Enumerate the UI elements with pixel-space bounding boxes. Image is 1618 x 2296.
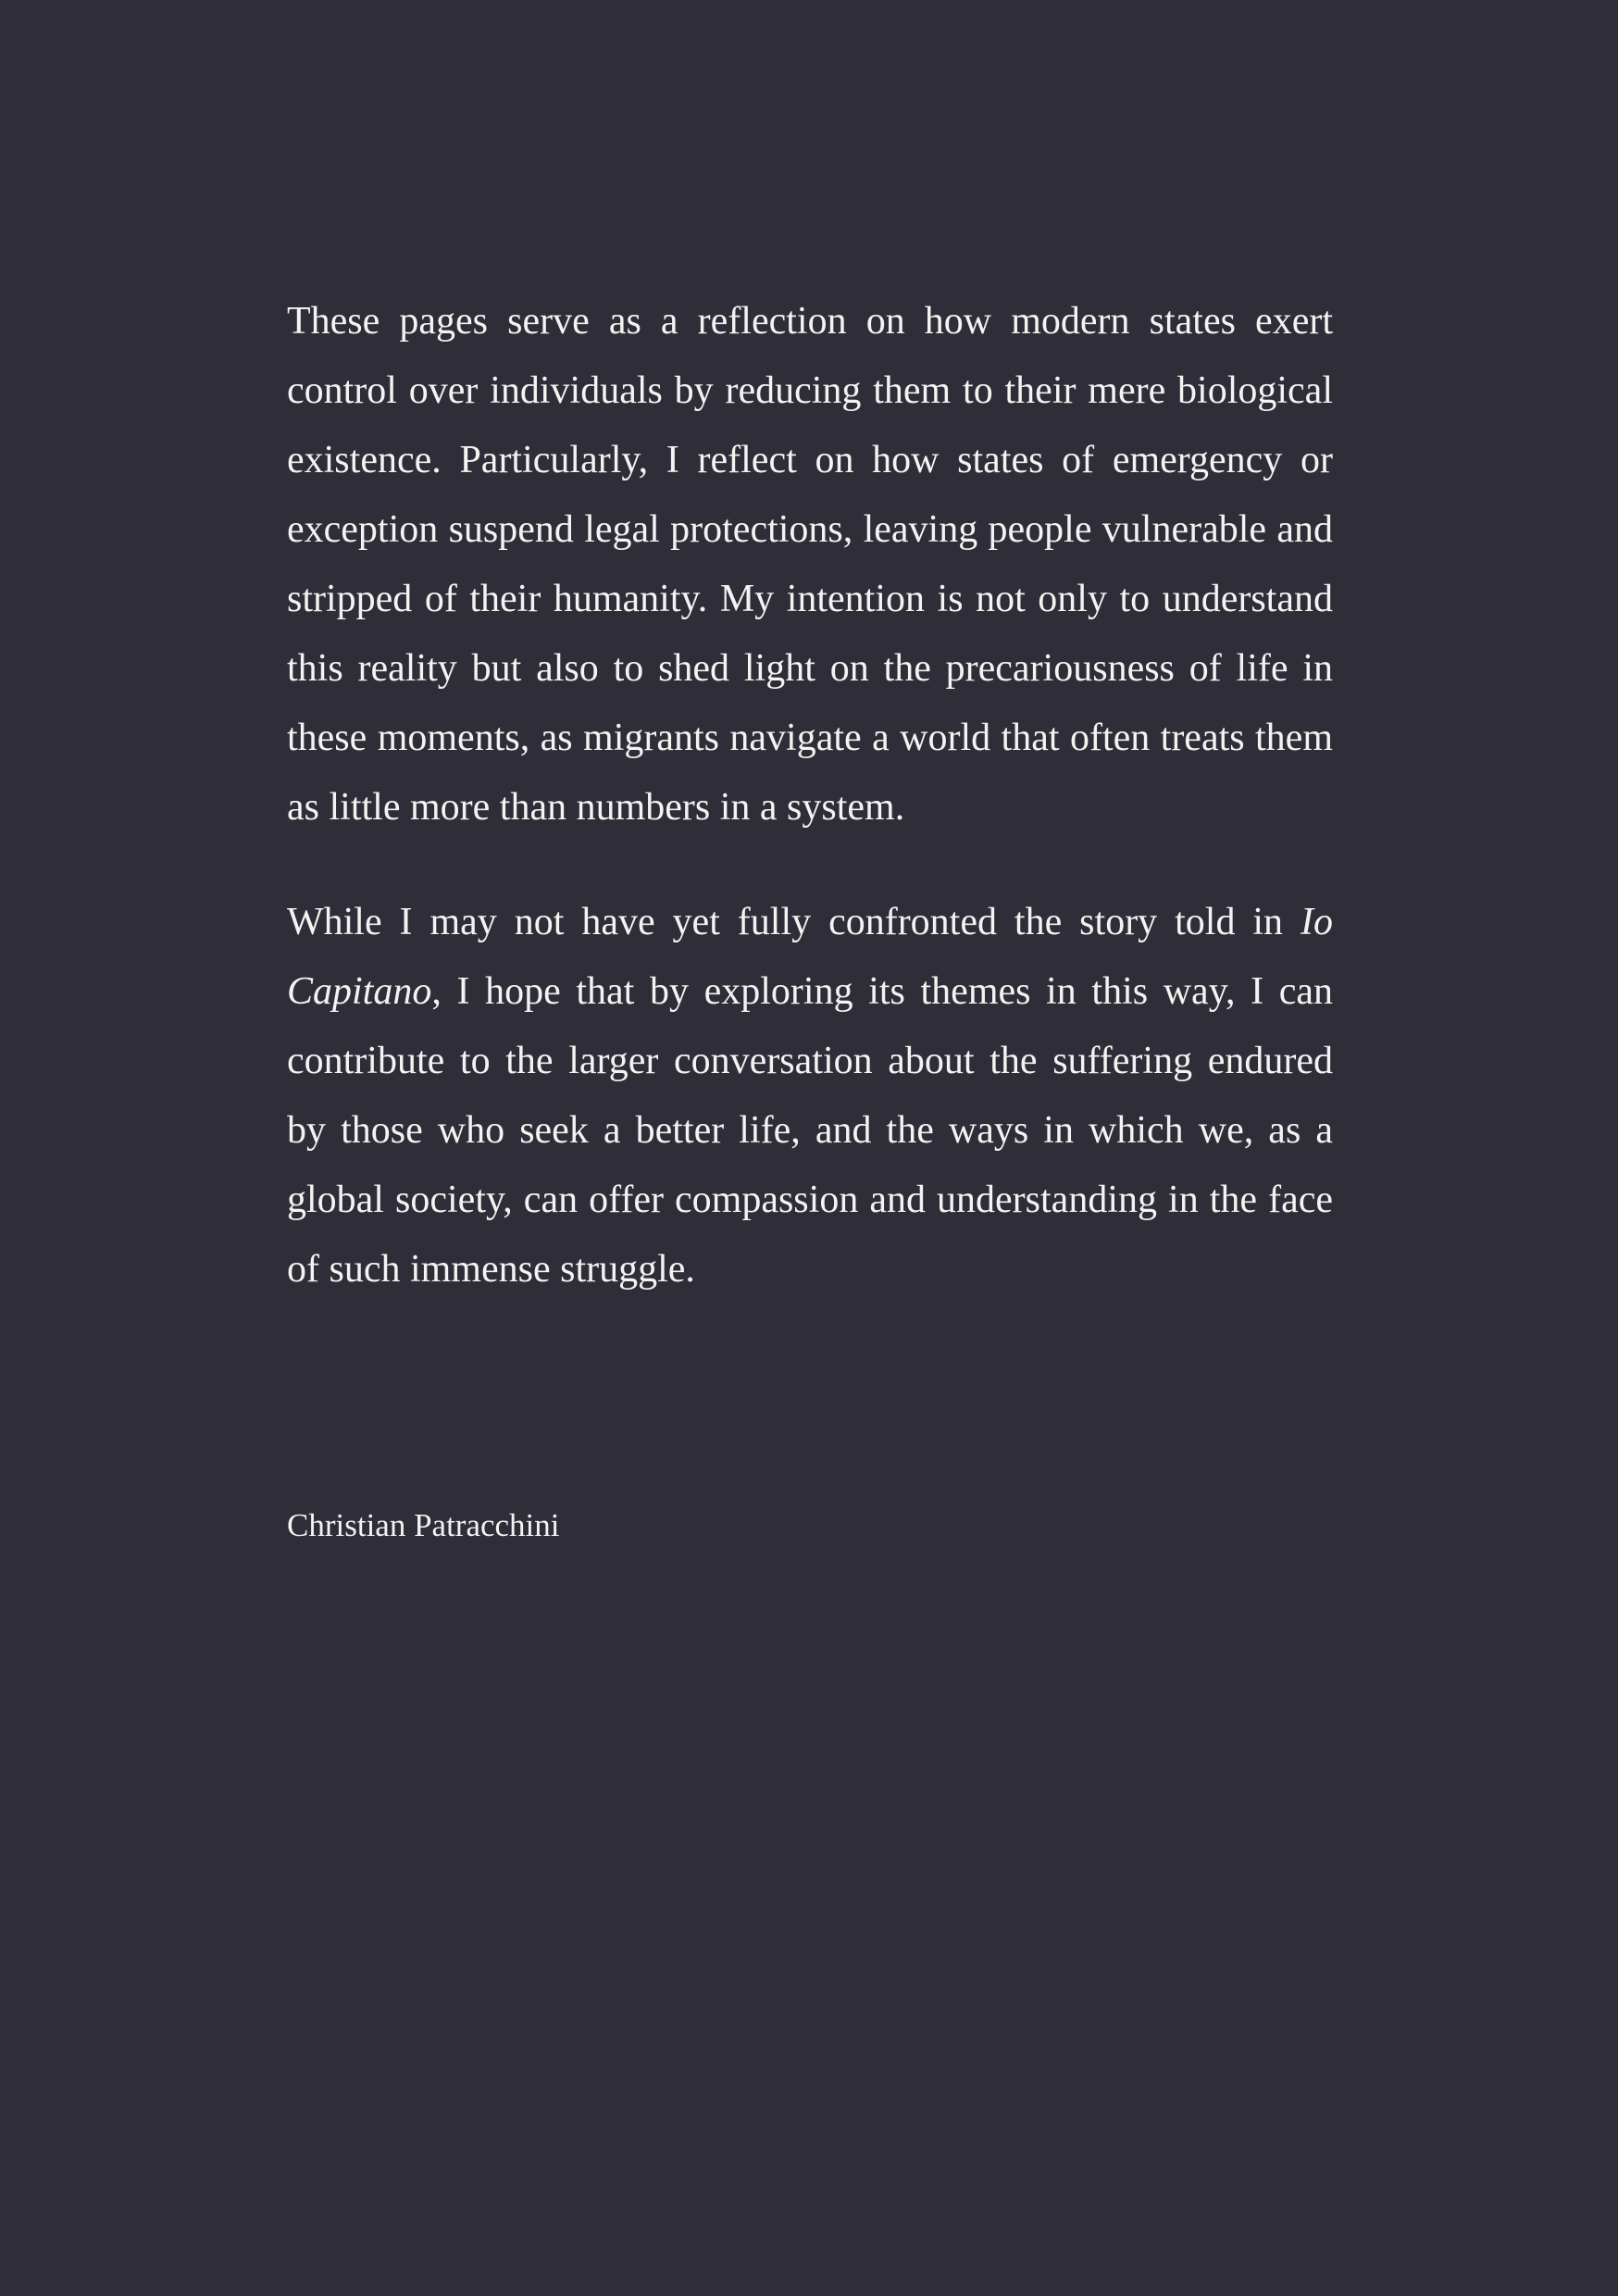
paragraph-io-capitano-continuation: , I hope that by exploring its themes in this way, I can contribute to the larger conversation about the suffering endured by those who seek a better life, and the ways in which we, as a global society, can offer compassion and understanding in the face of such immense struggle. <box>287 970 1333 1291</box>
paragraph-reflection: These pages serve as a reflection on how modern states exert control over individuals by reducing them to their mere biological existence. Particularly, I reflect on how states of emergency or exception suspend legal protections, leaving people vulnerable and stripped of their humanity. My intention is not only to understand this reality but also to shed light on the precariousness of life in these moments, as migrants navigate a world that often treats them as little more than numbers in a system. <box>287 300 1333 829</box>
paragraph-io-capitano <box>287 888 1333 1304</box>
film-title: Io Capitano <box>287 901 1333 1013</box>
author-signature: Christian Patracchini <box>287 1507 560 1543</box>
body-text <box>287 287 1333 1304</box>
paragraph-io-capitano-intro: While I may not have yet fully confronted the story told in <box>287 901 1301 943</box>
